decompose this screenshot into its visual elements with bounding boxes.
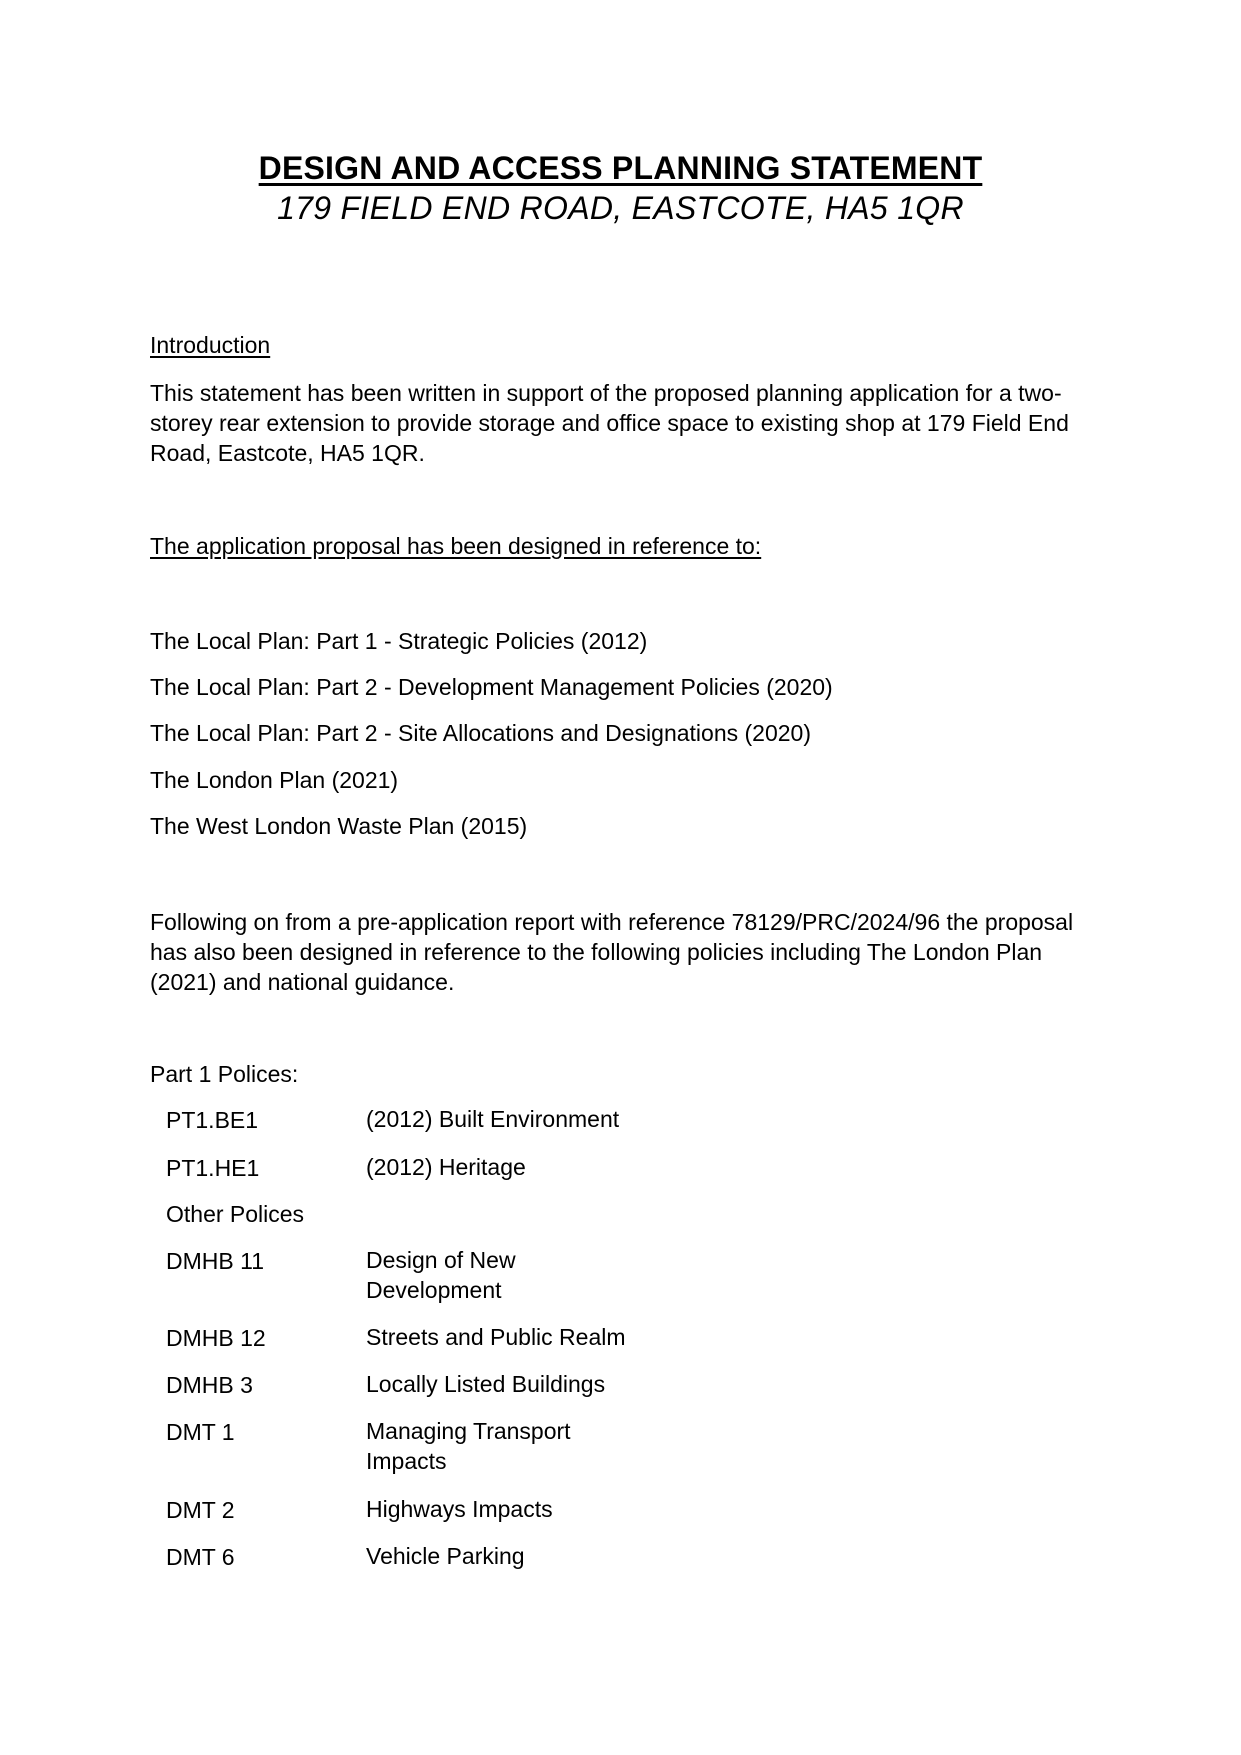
document-title: DESIGN AND ACCESS PLANNING STATEMENT [258, 150, 983, 186]
policy-description: Vehicle Parking [366, 1543, 525, 1569]
introduction-text: This statement has been written in support of the proposed planning application for a two-storey rear extension to provide storage and office space to existing shop at 179 Field End Road, Eastcote, HA5 1QR. [150, 380, 1069, 466]
policy-code: DMT 6 [166, 1544, 235, 1570]
policy-description: (2012) Heritage [366, 1154, 526, 1180]
policy-description: Design of New Development [366, 1247, 516, 1303]
policy-description: Highways Impacts [366, 1496, 553, 1522]
reference-item: The Local Plan: Part 2 - Site Allocations and Designations (2020) [150, 720, 811, 746]
policy-code: DMHB 3 [166, 1372, 253, 1398]
document-subtitle: 179 FIELD END ROAD, EASTCOTE, HA5 1QR [277, 190, 964, 226]
policy-description: (2012) Built Environment [366, 1106, 620, 1132]
policy-description: Locally Listed Buildings [366, 1371, 606, 1397]
reference-item: The Local Plan: Part 1 - Strategic Policies (2012) [150, 628, 648, 654]
policy-description: Streets and Public Realm [366, 1324, 626, 1350]
policy-code: PT1.BE1 [166, 1107, 259, 1133]
reference-item: The London Plan (2021) [150, 767, 399, 793]
reference-item: The West London Waste Plan (2015) [150, 813, 528, 839]
policy-code: DMHB 11 [166, 1248, 264, 1274]
introduction-heading: Introduction [150, 332, 271, 358]
policy-code: DMHB 12 [166, 1325, 266, 1351]
policy-code: PT1.HE1 [166, 1155, 260, 1181]
pre-application-text: Following on from a pre-application report with reference 78129/PRC/2024/96 the proposal has also been designed in reference to the following policies including The London Plan (2021) and national guidance. [150, 909, 1074, 995]
other-policies-label: Other Polices [166, 1201, 305, 1227]
references-heading: The application proposal has been designed in reference to: [150, 533, 762, 559]
policy-code: DMT 2 [166, 1497, 235, 1523]
reference-item: The Local Plan: Part 2 - Development Management Policies (2020) [150, 674, 833, 700]
part1-policies-label: Part 1 Polices: [150, 1061, 299, 1087]
policy-code: DMT 1 [166, 1419, 235, 1445]
policy-description: Managing Transport Impacts [366, 1418, 571, 1474]
